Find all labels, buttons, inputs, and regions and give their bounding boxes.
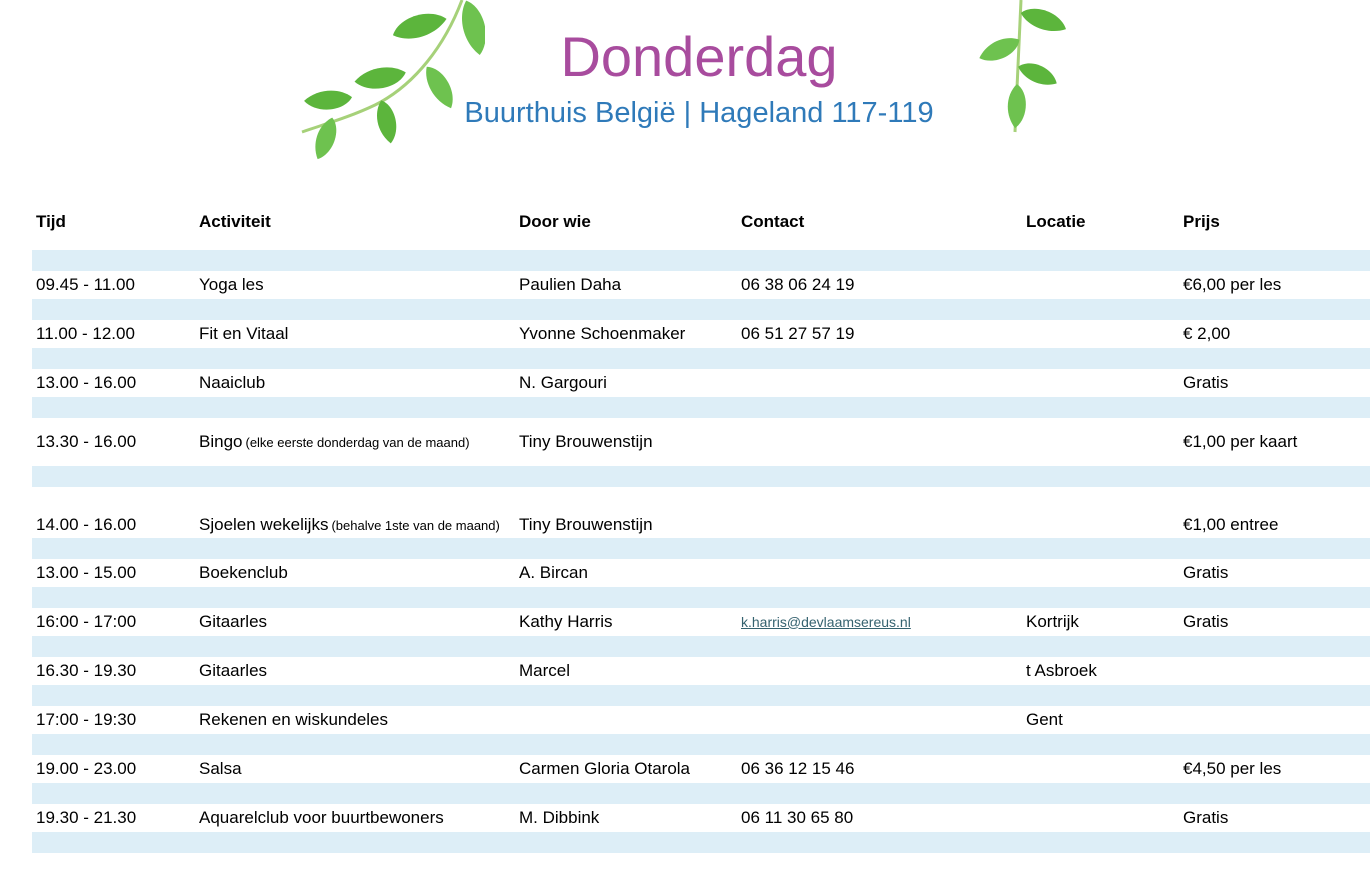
- cell-door-wie: Yvonne Schoenmaker: [519, 323, 686, 343]
- cell-tijd: 09.45 - 11.00: [36, 274, 135, 294]
- cell-locatie: t Asbroek: [1026, 660, 1097, 680]
- cell-tijd: 13.00 - 16.00: [36, 372, 137, 392]
- cell-tijd: 19.00 - 23.00: [36, 758, 137, 778]
- activity-label: Rekenen en wiskundeles: [199, 709, 389, 729]
- table-row: [32, 755, 1370, 783]
- cell-locatie: Kortrijk: [1026, 611, 1079, 631]
- row-separator: [32, 538, 1370, 559]
- cell-tijd: 13.00 - 15.00: [36, 562, 137, 582]
- header-text: [0, 0, 1370, 130]
- activity-label: Sjoelen wekelijks: [199, 514, 329, 534]
- cell-activiteit: [195, 661, 515, 681]
- row-separator: [32, 734, 1370, 755]
- activity-label: Gitaarles: [199, 660, 268, 680]
- cell-prijs: €1,00 per kaart: [1183, 431, 1298, 451]
- table-row: [32, 320, 1370, 348]
- column-header-door-wie: Door wie: [519, 212, 591, 232]
- column-header-locatie: Locatie: [1026, 212, 1086, 232]
- cell-tijd: 16.30 - 19.30: [36, 660, 137, 680]
- activity-label: Yoga les: [199, 274, 264, 294]
- cell-prijs: Gratis: [1183, 372, 1229, 392]
- cell-activiteit: [195, 710, 515, 730]
- cell-tijd: 13.30 - 16.00: [36, 431, 137, 451]
- cell-prijs: €4,50 per les: [1183, 758, 1282, 778]
- cell-tijd: 19.30 - 21.30: [36, 807, 137, 827]
- cell-tijd: 17:00 - 19:30: [36, 709, 137, 729]
- row-separator: [32, 466, 1370, 487]
- table-row: [32, 804, 1370, 832]
- cell-door-wie: Marcel: [519, 660, 571, 680]
- row-separator: [32, 685, 1370, 706]
- column-header-contact: Contact: [741, 212, 805, 232]
- table-row: [32, 487, 1370, 538]
- cell-door-wie: Tiny Brouwenstijn: [519, 514, 653, 534]
- cell-door-wie: Tiny Brouwenstijn: [519, 431, 653, 451]
- activity-label: Boekenclub: [199, 562, 288, 582]
- column-header-prijs: Prijs: [1183, 212, 1220, 232]
- row-separator: [32, 250, 1370, 271]
- table-row: [32, 369, 1370, 397]
- activity-note: (elke eerste donderdag van de maand): [245, 434, 470, 450]
- column-header-activiteit: Activiteit: [199, 212, 271, 232]
- cell-prijs: €1,00 entree: [1183, 514, 1279, 534]
- schedule-table: [32, 195, 1370, 853]
- cell-door-wie: A. Bircan: [519, 562, 588, 582]
- table-row: [32, 271, 1370, 299]
- cell-activiteit: [195, 563, 515, 583]
- row-separator: [32, 299, 1370, 320]
- cell-activiteit: [195, 612, 515, 632]
- cell-activiteit: [195, 515, 515, 535]
- cell-contact: 06 51 27 57 19: [741, 323, 855, 343]
- activity-label: Bingo: [199, 431, 243, 451]
- cell-prijs: € 2,00: [1183, 323, 1231, 343]
- cell-tijd: 16:00 - 17:00: [36, 611, 137, 631]
- cell-prijs: Gratis: [1183, 807, 1229, 827]
- cell-door-wie: N. Gargouri: [519, 372, 607, 392]
- cell-activiteit: [195, 759, 515, 779]
- cell-contact: 06 38 06 24 19: [741, 274, 855, 294]
- cell-activiteit: [195, 808, 515, 828]
- cell-activiteit: [195, 432, 515, 452]
- activity-label: Naaiclub: [199, 372, 266, 392]
- activity-label: Aquarelclub voor buurtbewoners: [199, 807, 444, 827]
- activity-note: (behalve 1ste van de maand): [331, 517, 500, 533]
- page-subtitle: Buurthuis België | Hageland 117-119: [464, 96, 934, 129]
- cell-activiteit: [195, 275, 515, 295]
- table-row: [32, 657, 1370, 685]
- activity-label: Gitaarles: [199, 611, 268, 631]
- page-title: Donderdag: [560, 25, 838, 88]
- cell-tijd: 11.00 - 12.00: [36, 323, 135, 343]
- row-separator: [32, 348, 1370, 369]
- cell-tijd: 14.00 - 16.00: [36, 514, 137, 534]
- cell-prijs: Gratis: [1183, 562, 1229, 582]
- cell-contact: 06 11 30 65 80: [741, 807, 854, 827]
- activity-label: Fit en Vitaal: [199, 323, 289, 343]
- email-link[interactable]: k.harris@devlaamsereus.nl: [741, 613, 911, 630]
- cell-prijs: €6,00 per les: [1183, 274, 1282, 294]
- table-row: [32, 706, 1370, 734]
- cell-door-wie: Paulien Daha: [519, 274, 622, 294]
- row-separator: [32, 783, 1370, 804]
- column-header-tijd: Tijd: [36, 212, 66, 232]
- row-separator: [32, 636, 1370, 657]
- cell-activiteit: [195, 373, 515, 393]
- table-row: [32, 418, 1370, 466]
- cell-activiteit: [195, 324, 515, 344]
- row-separator: [32, 397, 1370, 418]
- table-row: [32, 608, 1370, 636]
- cell-door-wie: M. Dibbink: [519, 807, 600, 827]
- activity-label: Salsa: [199, 758, 242, 778]
- cell-door-wie: Carmen Gloria Otarola: [519, 758, 691, 778]
- cell-locatie: Gent: [1026, 709, 1063, 729]
- page-header: [0, 0, 1370, 195]
- table-row: [32, 559, 1370, 587]
- cell-contact: 06 36 12 15 46: [741, 758, 855, 778]
- row-separator: [32, 832, 1370, 853]
- cell-door-wie: Kathy Harris: [519, 611, 613, 631]
- table-header-row: [32, 195, 1370, 250]
- row-separator: [32, 587, 1370, 608]
- cell-prijs: Gratis: [1183, 611, 1229, 631]
